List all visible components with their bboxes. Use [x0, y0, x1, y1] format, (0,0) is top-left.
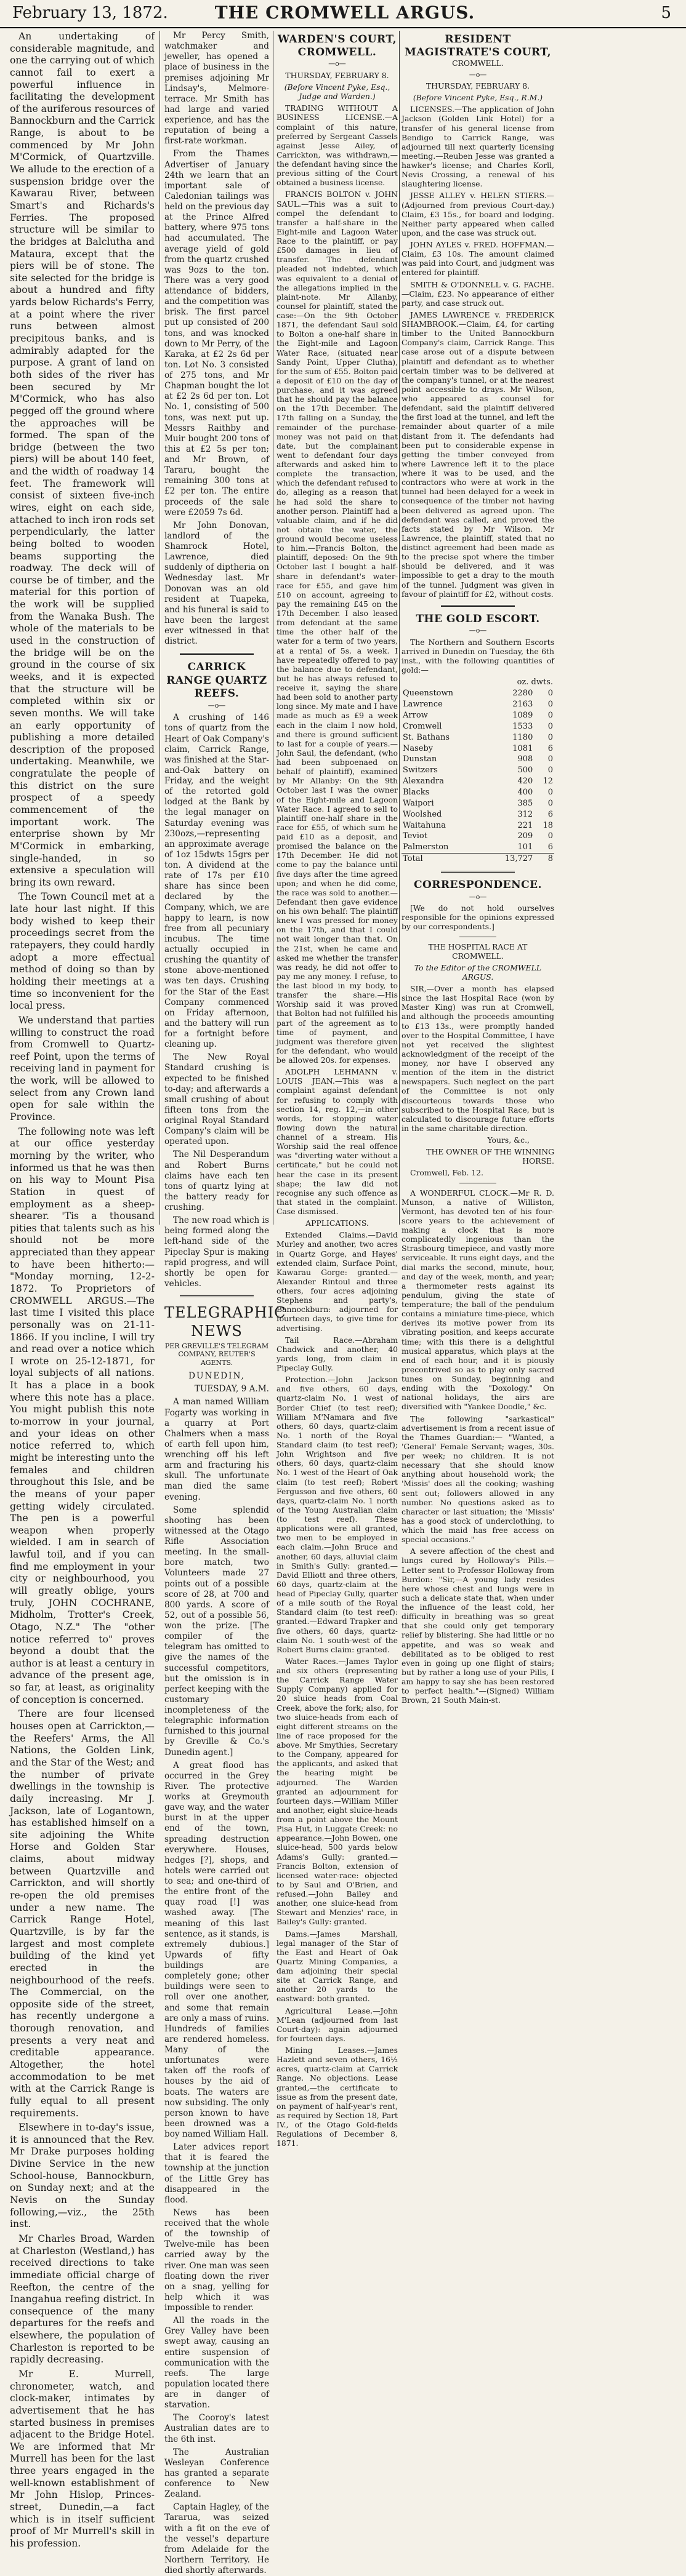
paragraph: Captain Hagley, of the Tararua, was seized with a fit on the eve of the vessel's departure from Adelaide for the Northern Territory. He died shortly afterwards. — [164, 2502, 269, 2575]
page-number: 5 — [661, 4, 671, 22]
paragraph: We understand that parties willing to construct the road from Cromwell to Quartz-reef Point, upon the terms of receiving land in payment for the work, will be allowed to select from any Crown land open for sale within the Province. — [10, 1014, 155, 1123]
escort-oz: 385 — [517, 798, 533, 808]
paragraph: The following "sarkastical" advertisement is from a recent issue of the Thames Guardian:— "Wanted, a 'General' Female Servant; wages, 30s. per week; no children. It is not necessary that she should know anything about household work; the 'Missis' does all the cooking; washing sent out; followers allowed in any number. No questions asked as to character or last situation; the 'Missis' has a good stock of underclothing, to which the maid has free access on special occasions." — [402, 1414, 554, 1545]
paragraph: JAMES LAWRENCE v. FREDERICK SHAMBROOK.—Claim, £4, for carting timber to the United Bannockburn Company's claim, Carrick Range. This case arose out of a dispute between plaintiff and defendant as to whether certain timber was to be delivered at the company's tunnel, or at the nearest point accessible to drays. Mr Wilson, who appeared as counsel for defendant, said the plaintiff delivered the first load at the tunnel, and left the remainder about quarter of a mile distant from it. The defendants had been put to considerable expense in getting the timber conveyed from where Lawrence left it to the place where it was to be used, and the contractors who were at work in the tunnel had been delayed for a week in consequence of the timber not having been delivered as agreed upon. The defendant was called, and proved the facts stated by Mr Wilson. Mr Lawrence, the plaintiff, stated that no distinct agreement had been made as to the precise spot where the timber should be delivered, and it was impossible to get a dray to the mouth of the tunnel. Judgment was given in favour of plaintiff for £2, without costs. — [402, 310, 554, 599]
escort-oz: 1081 — [512, 743, 533, 753]
paragraph: Some splendid shooting has been witnessed at the Otago Rifle Association meeting. In the small-bore match, two Volunteers made 27 points out of a possible score of 28, at 700 and 800 yards. A score of 52, out of a possible 56, won the prize. [The compiler of the telegram has omitted to give the names of the successful competitors, but the omission is in perfect keeping with the customary incompleteness of the telegraphic information furnished to this journal by Greville & Co.'s Dunedin agent.] — [164, 1505, 269, 1758]
escort-total-dwt: 8 — [534, 854, 554, 865]
court-before: (Before Vincent Pyke, Esq., Judge and Warden.) — [284, 82, 390, 102]
escort-place: Switzers — [403, 766, 438, 775]
escort-place: Blacks — [403, 787, 430, 797]
paragraph: Agricultural Lease.—John M'Lean (adjourned from last Court-day): again adjourned for fourteen days. — [276, 2006, 398, 2043]
paragraph: FRANCIS BOLTON v. JOHN SAUL.—This was a suit to compel the defendant to transfer a half-share in the Eight-mile and Lagoon Water Race to the plaintiff, or pay £500 damages in lieu of transfer. The defendant pleaded not indebted, which was equivalent to a denial of the allegations implied in the plaint-note. Mr Allanby, counsel for plaintiff, stated the case:—On the 9th October 1871, the defendant Saul sold to Bolton a one-half share in the Eight-mile and Lagoon Water Race, (situated near Sandy Point, Upper Clutha), for the sum of £55. Bolton paid a deposit of £10 on the day of purchase, and it was agreed that he should pay the balance on the 17th December. The 17th falling on a Sunday, the remainder of the purchase-money was not paid on that date, but the complainant went to defendant four days afterwards and asked him to complete the transaction, which the defendant refused to do, alleging as a reason that he had sold the share to another person. Plaintiff had a valuable claim, and if he did not obtain the water, the ground would become useless to him.—Francis Bolton, the plaintiff, deposed: On the 9th October last I bought a half-share in defendant's water-race for £55, and gave him £10 on account, agreeing to pay the remaining £45 on the 17th December. I also leased from defendant at the same time the other half of the water for a term of two years, at a rental of 5s. a week. I have repeatedly offered to pay the balance due to defendant, but he has always refused to receive it, saying the share had been sold to another party long since. My mate and I have made as much as £9 a week each in the claim I now hold, and there is ground sufficient to last for a couple of years.—John Saul, the defendant, (who had been subpoenaed on behalf of plaintiff), examined by Mr Allanby: On the 9th October last I was the owner of the Eight-mile and Lagoon Water Race. I agreed to sell to plaintiff one-half share in the race for £55, of which sum he paid £10 as a deposit, and promised the balance on the 17th December. He did not come to pay the balance until five days after the time agreed upon; and when he did come, the race was sold to another.—Defendant then gave evidence on his own behalf: The plaintiff knew I was pressed for money on the 17th, and that I could not wait longer than that. On the 21st, when he came and asked me whether the transfer was ready, he did not offer to pay me any money. I refuse, to the last blood in my body, to transfer the share.—His Worship said it was proved that Bolton had not fulfilled his part of the agreement as to time of payment, and judgment was therefore given for the defendant, who would be allowed 20s. for expenses. — [276, 190, 398, 1065]
divider-text: —o— — [208, 702, 226, 710]
paragraph: ADOLPH LEHMANN v. LOUIS JEAN.—This was a complaint against defendant for refusing to comply with section 14, reg. 12,—in other words, for stopping water flowing down the natural channel of a stream. His Worship said the real offence was "diverting water without a certificate," but he could not hear the case in its present shape; the law did not recognise any such offence as that stated in the complaint. Case dismissed. — [276, 1067, 398, 1216]
column-3 — [276, 31, 398, 2148]
escort-place: Teviot — [403, 831, 427, 841]
table-row — [402, 710, 554, 721]
section-heading: WARDEN'S COURT, CROMWELL. — [277, 33, 397, 58]
escort-place: Waipori — [403, 798, 434, 808]
section-subheading: PER GREVILLE'S TELEGRAM COMPANY, REUTER'S AGENTS. — [164, 1342, 269, 1367]
table-row — [402, 765, 554, 776]
column-4 — [402, 31, 554, 1705]
paragraph: A great flood has occurred in the Grey River. The protective works at Greymouth gave way, and the water burst in at the upper end of the town, spreading destruction everywhere. Houses, hedges [?], shops, and hotels were carried out to sea; and one-third of the entire front of the quay road [!] was washed away. [The meaning of this last sentence, as it stands, is extremely dubious.] Upwards of fifty buildings are completely gone; other buildings were seen to roll over one another, and some that remain are only a mass of ruins. Hundreds of families are rendered homeless. Many of the unfortunates were taken off the roofs of houses by the aid of boats. The waters are now subsiding. The only person known to have been drowned was a boy named William Hall. — [164, 1760, 269, 2139]
divider — [180, 653, 254, 655]
escort-oz: 420 — [517, 777, 533, 786]
paragraph: Dams.—James Marshall, legal manager of the Star of the East and Heart of Oak Quartz Mining Companies, a dam adjoining their special site at Carrick Range, and another 20 yards to the eastward: both granted. — [276, 1929, 398, 2004]
escort-dwt: 6 — [547, 809, 553, 819]
escort-place: Naseby — [403, 743, 434, 753]
letter-heading: THE HOSPITAL RACE AT CROMWELL. — [428, 942, 528, 961]
paragraph: Later advices report that it is feared the township at the junction of the Little Grey has disappeared in the flood. — [164, 2142, 269, 2205]
escort-dwt: 0 — [547, 700, 553, 710]
paragraph: Mr E. Murrell, chronometer, watch, and clock-maker, intimates by advertisement that he has started business in premises adjacent to the Bridge Hotel. We are informed that Mr Murrell has been for the last three years engaged in the well-known establishment of Mr John Hislop, Princes-street, Dunedin,—a fact which is in itself sufficient proof of Mr Murrell's skill in his profession. — [10, 2369, 155, 2549]
section-heading: TELEGRAPHIC NEWS — [164, 1304, 286, 1340]
escort-place: Cromwell — [403, 721, 442, 731]
paragraph: News has been received that the whole of the township of Twelve-mile has been carried away by the river. One man was seen floating down the river on a snag, yelling for help which it was impossible to render. — [164, 2207, 269, 2313]
paragraph: Mr John Donovan, landlord of the Shamrock Hotel, Lawrence, died suddenly of diptheria on Wednesday last. Mr Donovan was an old resident at Tuapeka, and his funeral is said to have been the largest ever witnessed in that district. — [164, 520, 269, 647]
table-row — [402, 743, 554, 754]
paragraph: An undertaking of considerable magnitude, and one the carrying out of which cannot fail to exert a powerful influence in facilitating the development of the auriferous resources of Bannockburn and the Carrick Range, is about to be commenced by Mr John M'Cormick, of Quartzville. We allude to the erection of a suspension bridge over the Kawarau River, between Smart's and Richards's Ferries. The proposed structure will be similar to the bridges at Balclutha and Mataura, except that the piers will be of stone. The site selected for the bridge is about a hundred and fifty yards below Richards's Ferry, at a point where the river runs between almost precipitous banks, and is admirably adapted for the purpose. A grant of land on both sides of the river has been secured by Mr M'Cormick, who has also pegged off the ground where the approaches will be formed. The span of the bridge (between the two piers) will be about 140 feet, and the width of roadway 14 feet. The framework will consist of sixteen five-inch wires, eight on each side, attached to inch iron rods set perpendicularly, the latter being bolted to wooden beams supporting the roadway. The deck will of course be of timber, and the material for this portion of the work will be supplied from the Wanaka Bush. The whole of the materials to be used in the construction of the bridge will be on the ground in the course of six weeks, and it is expected that the structure will be completed within six or seven months. We will take an early opportunity of publishing a more detailed description of the proposed undertaking. Meanwhile, we congratulate the people of this district on the sure prospect of a speedy commencement of the important work. The enterprise shown by Mr M'Cormick in embarking, single-handed, in so extensive a speculation will bring its own reward. — [10, 31, 155, 888]
table-total-row — [402, 854, 554, 865]
divider — [180, 1295, 254, 1297]
editor-note: [We do not hold ourselves responsible for the opinions expressed by our correspondents.] — [402, 903, 554, 932]
paragraph: SIR,—Over a month has elapsed since the last Hospital Race (won by Master King) was run at Cromwell, and although the proceeds amounting to £13 13s., were promptly handed over to the Hospital Committee, I have not yet received the slightest acknowledgment of the receipt of the money, nor have I observed any mention of the item in the district newspapers. Such neglect on the part of the Committee is not only discourteous towards those who subscribed to the Hospital Race, but is calculated to discourage future efforts in the same charitable direction. — [402, 984, 554, 1133]
paragraph: The Nil Desperandum and Robert Burns claims have each ten tons of quartz lying at the battery ready for crushing. — [164, 1150, 269, 1213]
escort-dwt: 6 — [547, 842, 553, 852]
escort-place: Palmerston — [403, 842, 449, 852]
table-row — [402, 721, 554, 732]
table-header-row — [402, 677, 554, 688]
escort-dwt: 0 — [547, 766, 553, 775]
paragraph: Protection.—John Jackson and five others, 60 days, quartz-claim No. 1 west of Border Chief (to test reef); William M'Namara and five others, 60 days, quartz-claim No. 1 north of the Royal Standard claim (to test reef); John Wrightson and five others, 60 days, quartz-claim No. 1 west of the Heart of Oak claim (to test reef); Robert Fergusson and five others, 60 days, quartz-claim No. 1 north of the Young Australian claim (to test reef). These applications were all granted, two men to be employed in each claim.—John Bruce and another, 60 days, alluvial claim in Smith's Gully: granted.—David Elliott and three others, 60 days, quartz-claim at the head of Pipeclay Gully, quarter of a mile south of the Royal Standard claim (to test reef): granted.—Edward Trapker and five others, 60 days, quartz-claim No. 1 south-west of the Robert Burns claim: granted. — [276, 1375, 398, 1654]
escort-dwt: 12 — [543, 777, 553, 786]
table-row — [402, 688, 554, 699]
escort-oz: 101 — [517, 842, 533, 852]
gold-escort-table — [402, 677, 554, 865]
paragraph: Mining Leases.—James Hazlett and seven others, 16½ acres, quartz-claim at Carrick Range. No objections. Lease granted,—the certificate to issue as from the present date, on payment of half-year's rent, as required by Section 18, Part IV., of the Otago Gold-fields Regulations of December 8, 1871. — [276, 2046, 398, 2148]
escort-oz: 221 — [517, 820, 533, 830]
paragraph: The Australian Wesleyan Conference has granted a separate conference to New Zealand. — [164, 2447, 269, 2500]
paragraph: A man named William Fogarty was working in a quarry at Port Chalmers when a mass of earth fell upon him, wrenching off his left arm and fracturing his skull. The unfortunate man died the same evening. — [164, 1397, 269, 1502]
escort-place: Alexandra — [403, 777, 444, 786]
column-2 — [164, 31, 286, 2575]
units-header: oz. dwts. — [517, 678, 553, 687]
table-row — [402, 699, 554, 710]
escort-dwt: 0 — [547, 721, 553, 731]
escort-dwt: 0 — [547, 831, 553, 841]
column-rule — [399, 31, 400, 1225]
escort-oz: 312 — [517, 809, 533, 819]
escort-oz: 1089 — [512, 710, 533, 720]
escort-dwt: 0 — [547, 754, 553, 764]
paragraph: Mr Charles Broad, Warden at Charleston (Westland,) has received directions to take immediate official charge of Reefton, the centre of the Inangahua reefing district. In consequence of the many departures for the reefs and elsewhere, the population of Charleston is reported to be rapidly decreasing. — [10, 2233, 155, 2366]
paragraph: The New Royal Standard crushing is expected to be finished to-day; and afterwards a small crushing of about fifteen tons from the original Royal Standard Company's claim will be operated upon. — [164, 1052, 269, 1147]
divider-text: —o— — [469, 892, 487, 901]
paragraph: The Northern and Southern Escorts arrived in Dunedin on Tuesday, the 6th inst., with the following quantities of gold:— — [402, 637, 554, 675]
paragraph: JOHN AYLES v. FRED. HOFFMAN.—Claim, £3 10s. The amount claimed was paid into Court, and judgment was entered for plaintiff. — [402, 240, 554, 278]
paragraph: Extended Claims.—David Murley and another, two acres in Quartz Gorge, and Hayes' extended claim, Surface Point, Kawarau Gorge: granted.—Alexander Rintoul and three others, four acres adjoining Stephens and party's, Bannockburn: adjourned for fourteen days, to give time for advertising. — [276, 1230, 398, 1333]
column-rule — [159, 31, 160, 1225]
escort-oz: 2163 — [512, 700, 533, 710]
section-heading: CARRICK RANGE QUARTZ REEFS. — [166, 661, 267, 700]
paragraph: JESSE ALLEY v. HELEN STIERS.—(Adjourned from previous Court-day.) Claim, £3 15s., for board and lodging. Neither party appeared when called upon, and the case was struck out. — [402, 191, 554, 238]
letter-signature: THE OWNER OF THE WINNING HORSE. — [426, 1147, 554, 1166]
paragraph: SMITH & O'DONNELL v. G. FACHE.—Claim, £23. No appearance of either party, and case struck out. — [402, 279, 554, 308]
paragraph: Water Races.—James Taylor and six others (representing the Carrick Range Water Supply Company) applied for 20 sluice heads from Coal Creek, above the fork; also, for two sluice-heads from each of eight different streams on the line of race proposed for the above. Mr Smythies, Secretary to the Company, appeared for the applicants, and asked that the hearing might be adjourned. The Warden granted an adjournment for fourteen days.—William Miller and another, eight sluice-heads from a point above the Mount Pisa Hut, in Luggate Creek: no appearance.—John Bowen, one sluice-head, 500 yards below Adams's Gully: granted.—Francis Bolton, extension of licensed water-race: objected to by Saul and O'Brien, and refused.—John Bailey and another, one sluice-head from Stewart and Menzies' race, in Bailey's Gully: granted. — [276, 1656, 398, 1927]
escort-place: Queenstown — [403, 689, 454, 698]
paragraph: The Town Council met at a late hour last night. If this body wished to keep their proceedings secret from the ratepayers, they could hardly adopt a more effectual method of doing so than by holding their meetings at a time so inconvenient for the local press. — [10, 891, 155, 1012]
divider-text: —o— — [328, 60, 346, 68]
paragraph: All the roads in the Grey Valley have been swept away, causing an entire suspension of communication with the reefs. The large population located there are in danger of starvation. — [164, 2316, 269, 2410]
column-1 — [10, 31, 155, 2549]
dateline: DUNEDIN, — [188, 1371, 245, 1382]
escort-dwt: 0 — [547, 798, 553, 808]
paragraph: Tail Race.—Abraham Chadwick and another, 40 yards long, from claim in Pipeclay Gully. — [276, 1335, 398, 1372]
escort-dwt: 6 — [547, 743, 553, 753]
escort-dwt: 0 — [547, 710, 553, 720]
section-heading: CORRESPONDENCE. — [413, 879, 543, 891]
letter-signoff: Yours, &c., — [487, 1135, 530, 1145]
escort-place: St. Bathans — [403, 732, 450, 742]
escort-place: Woolshed — [403, 809, 442, 819]
court-date: THURSDAY, FEBRUARY 8. — [426, 81, 530, 90]
escort-oz: 1533 — [512, 721, 533, 731]
table-row — [402, 809, 554, 820]
paragraph: LICENSES.—The application of John Jackson (Golden Link Hotel) for a transfer of his general license from Bendigo to Carrick Range, was adjourned till next quarterly licensing meeting.—Reuben Jesse was granted a hawker's license; and Charles Korll, Nevis Crossing, a renewal of his slaughtering license. — [402, 105, 554, 189]
table-row — [402, 842, 554, 853]
section-heading: THE GOLD ESCORT. — [416, 612, 540, 625]
escort-oz: 1180 — [512, 732, 533, 742]
table-row — [402, 831, 554, 842]
paragraph: Mr Percy Smith, watchmaker and jeweller, has opened a place of business in the premises adjoining Mr Lindsay's, Melmore-terrace. Mr Smith has had large and varied experience, and has the reputation of being a first-rate workman. — [164, 31, 269, 146]
escort-dwt: 0 — [547, 732, 553, 742]
paragraph: TRADING WITHOUT A BUSINESS LICENSE.—A complaint of this nature, preferred by Sergeant Cassels against Jesse Ailey, of Carrickton, was withdrawn,—the defendant having since the previous sitting of the Court obtained a business license. — [276, 103, 398, 188]
escort-total-oz: 13,727 — [486, 854, 535, 865]
escort-oz: 500 — [517, 766, 533, 775]
paragraph: A WONDERFUL CLOCK.—Mr R. D. Munson, a native of Williston, Vermont, has devoted ten of his four-score years to the achievement of making a clock that is more complicatedly ingenious than the Strasbourg timepiece, and vastly more serviceable. It runs eight days, and the dial marks the second, minute, hour, and day of the week, month, and year; a thermometer rests against its pendulum, giving the state of temperature; the ball of the pendulum contains a miniature time-piece, which derives its motive power from its vibrating position, and keeps accurate time; with this there is a delightful musical apparatus, which plays at the end of each hour, and it is piously precontrived so as to play only sacred tunes on Sunday, beginning and ending with the "Doxology." On national holidays, the airs are diversified with "Yankee Doodle," &c. — [402, 1188, 554, 1412]
table-row — [402, 776, 554, 787]
table-row — [402, 732, 554, 743]
paragraph: There are four licensed houses open at Carrickton,—the Reefers' Arms, the All Nations, the Golden Link, and the Star of the West; and the number of private dwellings in the township is daily increasing. Mr J. Jackson, late of Logantown, has established himself on a site adjoining the White Horse and Golden Star claims, about midway between Quartzville and Carrickton, and will shortly re-open the old premises under a new name. The Carrick Range Hotel, Quartzville, is by far the largest and most complete building of the kind yet erected in the neighbourhood of the reefs. The Commercial, on the opposite side of the street, has recently undergone a thorough renovation, and presents a very neat and creditable appearance. Altogether, the hotel accommodation to be met with at the Carrick Range is fully equal to all present requirements. — [10, 1708, 155, 2119]
escort-place: Arrow — [403, 710, 428, 720]
divider-text: —o— — [469, 70, 487, 79]
section-heading: RESIDENT MAGISTRATE'S COURT, — [405, 33, 551, 58]
escort-place: Waitahuna — [403, 820, 446, 830]
paragraph: From the Thames Advertiser of January 24th we learn that an important sale of Caledonian tailings was held on the previous day at the Prince Alfred battery, where 975 tons had accumulated. The average yield of gold from the quartz crushed was 9ozs to the ton. There was a very good attendance of bidders, and the competition was brisk. The first parcel put up consisted of 200 tons, and was knocked down to Mr Perry, of the Karaka, at £2 2s 6d per ton. Lot No. 3 consisted of 275 tons, and Mr Chapman bought the lot at £2 2s 6d per ton. Lot No. 1, consisting of 500 tons, was next put up. Messrs Raithby and Muir bought 200 tons of this at £2 5s per ton; and Mr Brown, of Tararu, bought the remaining 300 tons at £2 per ton. The entire proceeds of the sale were £2059 7s 6d. — [164, 149, 270, 518]
escort-dwt: 0 — [547, 689, 553, 698]
paragraph: A severe affection of the chest and lungs cured by Holloway's Pills.—Letter sent to Professor Holloway from Burdon: "Sir,—A young lady resides here whose chest and lungs were in such a delicate state that, when under the influence of the least cold, her difficulty in breathing was so great that she could only get temporary relief by blistering. She had little or no appetite, and was so weak and debilitated as to be obliged to rest even in going up one flight of stairs; but by rather a long use of your Pills, I am happy to say she has been restored to perfect health."—(Signed) William Brown, 21 South Main-st. — [402, 1546, 554, 1705]
letter-place-date: Cromwell, Feb. 12. — [410, 1168, 484, 1178]
section-heading-2: CROMWELL. — [452, 58, 504, 68]
escort-place: Dunstan — [403, 754, 437, 764]
subsection-heading: APPLICATIONS. — [305, 1218, 369, 1228]
table-row — [402, 798, 554, 809]
court-before: (Before Vincent Pyke, Esq., R.M.) — [413, 93, 543, 103]
escort-dwt: 0 — [547, 787, 553, 797]
dateline-time: TUESDAY, 9 A.M. — [194, 1384, 269, 1394]
divider — [441, 871, 515, 873]
newspaper-title: THE CROMWELL ARGUS. — [214, 2, 475, 23]
issue-date: February 13, 1872. — [12, 4, 168, 22]
letter-addressee: To the Editor of the CROMWELL ARGUS. — [414, 962, 542, 982]
divider — [441, 605, 515, 607]
paragraph: A crushing of 146 tons of quartz from the Heart of Oak Company's claim, Carrick Range, was finished at the Star-and-Oak battery on Friday, and the weight of the retorted gold lodged at the Bank by the legal manager on Saturday evening was 230ozs,—representing an approximate average of 1oz 15dwts 15grs per ton. A dividend at the rate of 17s per £10 share has since been declared by the Company, which, we are happy to learn, is now free from all pecuniary incubus. The time actually occupied in crushing the quantity of stone above-mentioned was ten days. Crushing for the Star of the East Company commenced on Friday afternoon, and the battery will run for a fortnight before cleaning up. — [164, 713, 269, 1050]
divider-text: —o— — [469, 626, 487, 635]
escort-oz: 908 — [517, 754, 533, 764]
escort-dwt: 18 — [543, 820, 553, 830]
paragraph: The Cooroy's latest Australian dates are to the 6th inst. — [164, 2413, 269, 2444]
table-row — [402, 820, 554, 831]
escort-oz: 209 — [517, 831, 533, 841]
paragraph: Elsewhere in to-day's issue, it is announced that the Rev. Mr Drake purposes holding Divine Service in the new School-house, Bannockburn, on Sunday next; and at the Nevis on the Sunday following,—viz., the 25th inst. — [10, 2122, 155, 2230]
escort-oz: 400 — [517, 787, 533, 797]
paragraph: The following note was left at our office yesterday morning by the writer, who informed us that he was then on his way to Mount Pisa Station in quest of employment as a sheep-shearer. 'Tis a thousand pities that talents such as his should not be more appreciated than they appear to have been hitherto:— "Monday morning, 12-2-1872. To Proprietors of CROMWELL ARGUS.—The last time I visited this place personally was on 21-11-1866. If you incline, I will try and read over a notice which I wrote on 25-12-1871, for loyal subjects of all nations. It has a place in a book where this note has a place. You might publish this note to-morrow in your journal, and your ideas on other notice referred to, which might be interesting unto the females and children throughout this Isle, and be the means of your paper getting widely circulated. The pen is a powerful weapon when properly wielded. I am in search of lawful toil, and if you can find me employment in your city or neighbourhood, you will greatly oblige, yours truly, JOHN COCHRANE, Midholm, Trotter's Creek, Otago, N.Z." The "other notice referred to" proves beyond a doubt that the author is at least a century in advance of the present age, so far, at least, as originality of conception is concerned. — [10, 1126, 155, 1705]
paragraph: The new road which is being formed along the left-hand side of the Pipeclay Spur is making rapid progress, and will shortly be open for vehicles. — [164, 1215, 269, 1289]
escort-total-label: Total — [402, 854, 486, 865]
masthead — [0, 0, 686, 28]
court-date: THURSDAY, FEBRUARY 8. — [285, 70, 389, 80]
table-row — [402, 787, 554, 798]
table-row — [402, 754, 554, 765]
escort-oz: 2280 — [512, 689, 533, 698]
escort-place: Lawrence — [403, 700, 443, 710]
